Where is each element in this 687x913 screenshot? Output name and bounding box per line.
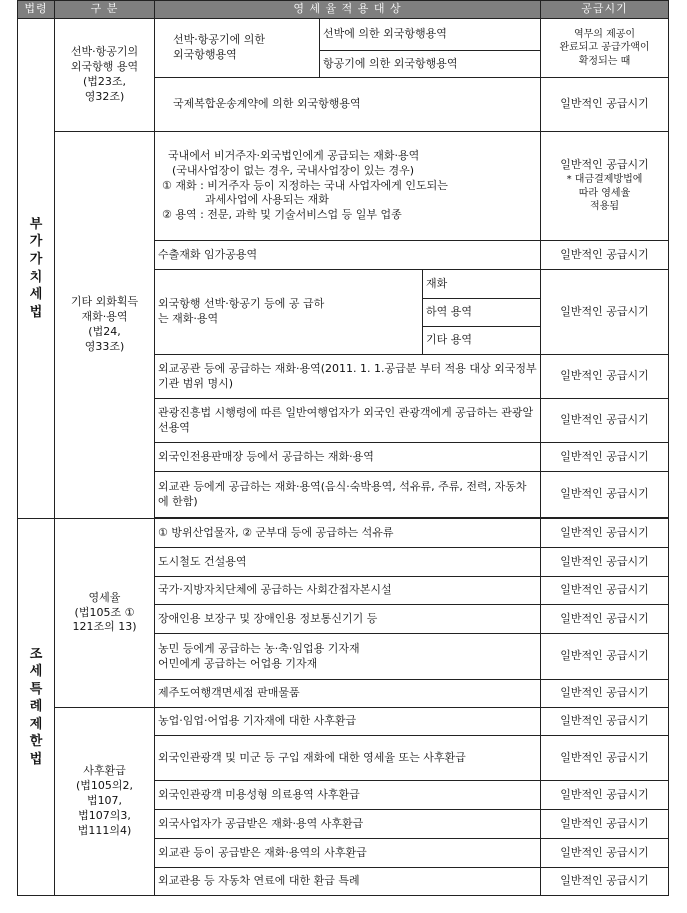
target-cell: 국내에서 비거주자·외국법인에게 공급되는 재화·용역 (국내사업장이 없는 경우, 국내사업장이 있는 경우) ① 재화 : 비거주자 등이 지정하는 국내 사업자에게 인도되는 과세사업에 사용되는 재화 ② 용역 : 전문, 과학 및 기술서비스업 등 일부 업종 — [155, 132, 541, 241]
target-cell: 국가·지방자치단체에 공급하는 사회간접자본시설 — [155, 577, 541, 605]
category-ship-aircraft: 선박·항공기의 외국항행 용역 (법23조, 영32조) — [55, 19, 155, 132]
target-cell: 외교관용 등 자동차 연료에 대한 환급 특례 — [155, 868, 541, 896]
target-cell: 외교공관 등에 공급하는 재화·용역(2011. 1. 1.공급분 부터 적용 대상 외국정부기관 범위 명시) — [155, 355, 541, 399]
target-vessel-supply-main: 외국항행 선박·항공기 등에 공 급하 는 재화·용역 — [155, 270, 423, 355]
target-sub: 기타 용역 — [423, 327, 541, 355]
header-row — [18, 1, 669, 19]
timing-cell: 일반적인 공급시기 — [541, 443, 669, 472]
target-cell: 농업·임업·어업용 기자재에 대한 사후환급 — [155, 708, 541, 736]
header-law: 법령 — [18, 1, 55, 19]
target-cell: ① 방위산업물자, ② 군부대 등에 공급하는 석유류 — [155, 519, 541, 548]
table-row — [18, 19, 669, 51]
target-cell: 관광진흥법 시행령에 따른 일반여행업자가 외국인 관광객에게 공급하는 관광알선용역 — [155, 399, 541, 443]
timing-cell: 일반적인 공급시기 — [541, 868, 669, 896]
target-cell: 농민 등에게 공급하는 농·축·임업용 기자재 어민에게 공급하는 어업용 기자재 — [155, 634, 541, 680]
target-cell: 수출재화 임가공용역 — [155, 241, 541, 270]
timing-cell: 일반적인 공급시기 — [541, 577, 669, 605]
target-cell: 외국인관광객 및 미군 등 구입 재화에 대한 영세율 또는 사후환급 — [155, 736, 541, 781]
timing-cell: 일반적인 공급시기 — [541, 355, 669, 399]
table-row — [18, 708, 669, 736]
table-row — [18, 132, 669, 241]
target-cell: 외국사업자가 공급받은 재화·용역 사후환급 — [155, 810, 541, 839]
timing-cell: 일반적인 공급시기 — [541, 680, 669, 708]
target-cell: 도시철도 건설용역 — [155, 548, 541, 577]
timing-cell: 일반적인 공급시기 — [541, 241, 669, 270]
timing-cell: 일반적인 공급시기 — [541, 839, 669, 868]
timing-cell: 역무의 제공이 완료되고 공급가액이 확정되는 때 — [541, 19, 669, 78]
target-cell: 외국인관광객 미용성형 의료용역 사후환급 — [155, 781, 541, 810]
category-zero-rate: 영세율 (법105조 ① 121조의 13) — [55, 519, 155, 708]
header-target: 영 세 율 적 용 대 상 — [155, 1, 541, 19]
timing-cell: 일반적인 공급시기 — [541, 605, 669, 634]
law-special-tax: 조 세 특 례 제 한 법 — [18, 519, 55, 896]
timing-cell: 일반적인 공급시기 — [541, 736, 669, 781]
category-other-foreign-currency: 기타 외화획득 재화·용역 (법24, 영33조) — [55, 132, 155, 519]
timing-cell: 일반적인 공급시기 — [541, 270, 669, 355]
target-cell: 외교관 등에게 공급하는 재화·용역(음식·숙박용역, 석유류, 주류, 전력, 자동차에 한함) — [155, 472, 541, 518]
law-vat: 부 가 가 치 세 법 — [18, 19, 55, 519]
target-cell: 국제복합운송계약에 의한 외국항행용역 — [155, 78, 541, 132]
target-sub: 항공기에 의한 외국항행용역 — [320, 51, 541, 78]
target-cell: 제주도여행객면세점 판매물품 — [155, 680, 541, 708]
timing-cell: 일반적인 공급시기 — [541, 781, 669, 810]
timing-cell: 일반적인 공급시기 * 대금결제방법에 따라 영세율 적용됨 — [541, 132, 669, 241]
timing-cell: 일반적인 공급시기 — [541, 472, 669, 518]
zero-rate-table — [17, 0, 669, 896]
target-sub: 재화 — [423, 270, 541, 299]
target-sub: 선박에 의한 외국항행용역 — [320, 19, 541, 51]
header-timing: 공급시기 — [541, 1, 669, 19]
timing-cell: 일반적인 공급시기 — [541, 78, 669, 132]
category-post-refund: 사후환급 (법105의2, 법107, 법107의3, 법111의4) — [55, 708, 155, 896]
timing-cell: 일반적인 공급시기 — [541, 399, 669, 443]
timing-cell: 일반적인 공급시기 — [541, 708, 669, 736]
target-cell: 외국인전용판매장 등에서 공급하는 재화·용역 — [155, 443, 541, 472]
timing-cell: 일반적인 공급시기 — [541, 634, 669, 680]
target-cell: 외교관 등이 공급받은 재화·용역의 사후환급 — [155, 839, 541, 868]
target-cell: 장애인용 보장구 및 장애인용 정보통신기기 등 — [155, 605, 541, 634]
table-row — [18, 519, 669, 548]
target-sub: 하역 용역 — [423, 299, 541, 327]
timing-cell: 일반적인 공급시기 — [541, 810, 669, 839]
timing-cell: 일반적인 공급시기 — [541, 519, 669, 548]
header-category: 구 분 — [55, 1, 155, 19]
timing-cell: 일반적인 공급시기 — [541, 548, 669, 577]
target-ship-aircraft-main: 선박·항공기에 의한 외국항행용역 — [155, 19, 320, 78]
